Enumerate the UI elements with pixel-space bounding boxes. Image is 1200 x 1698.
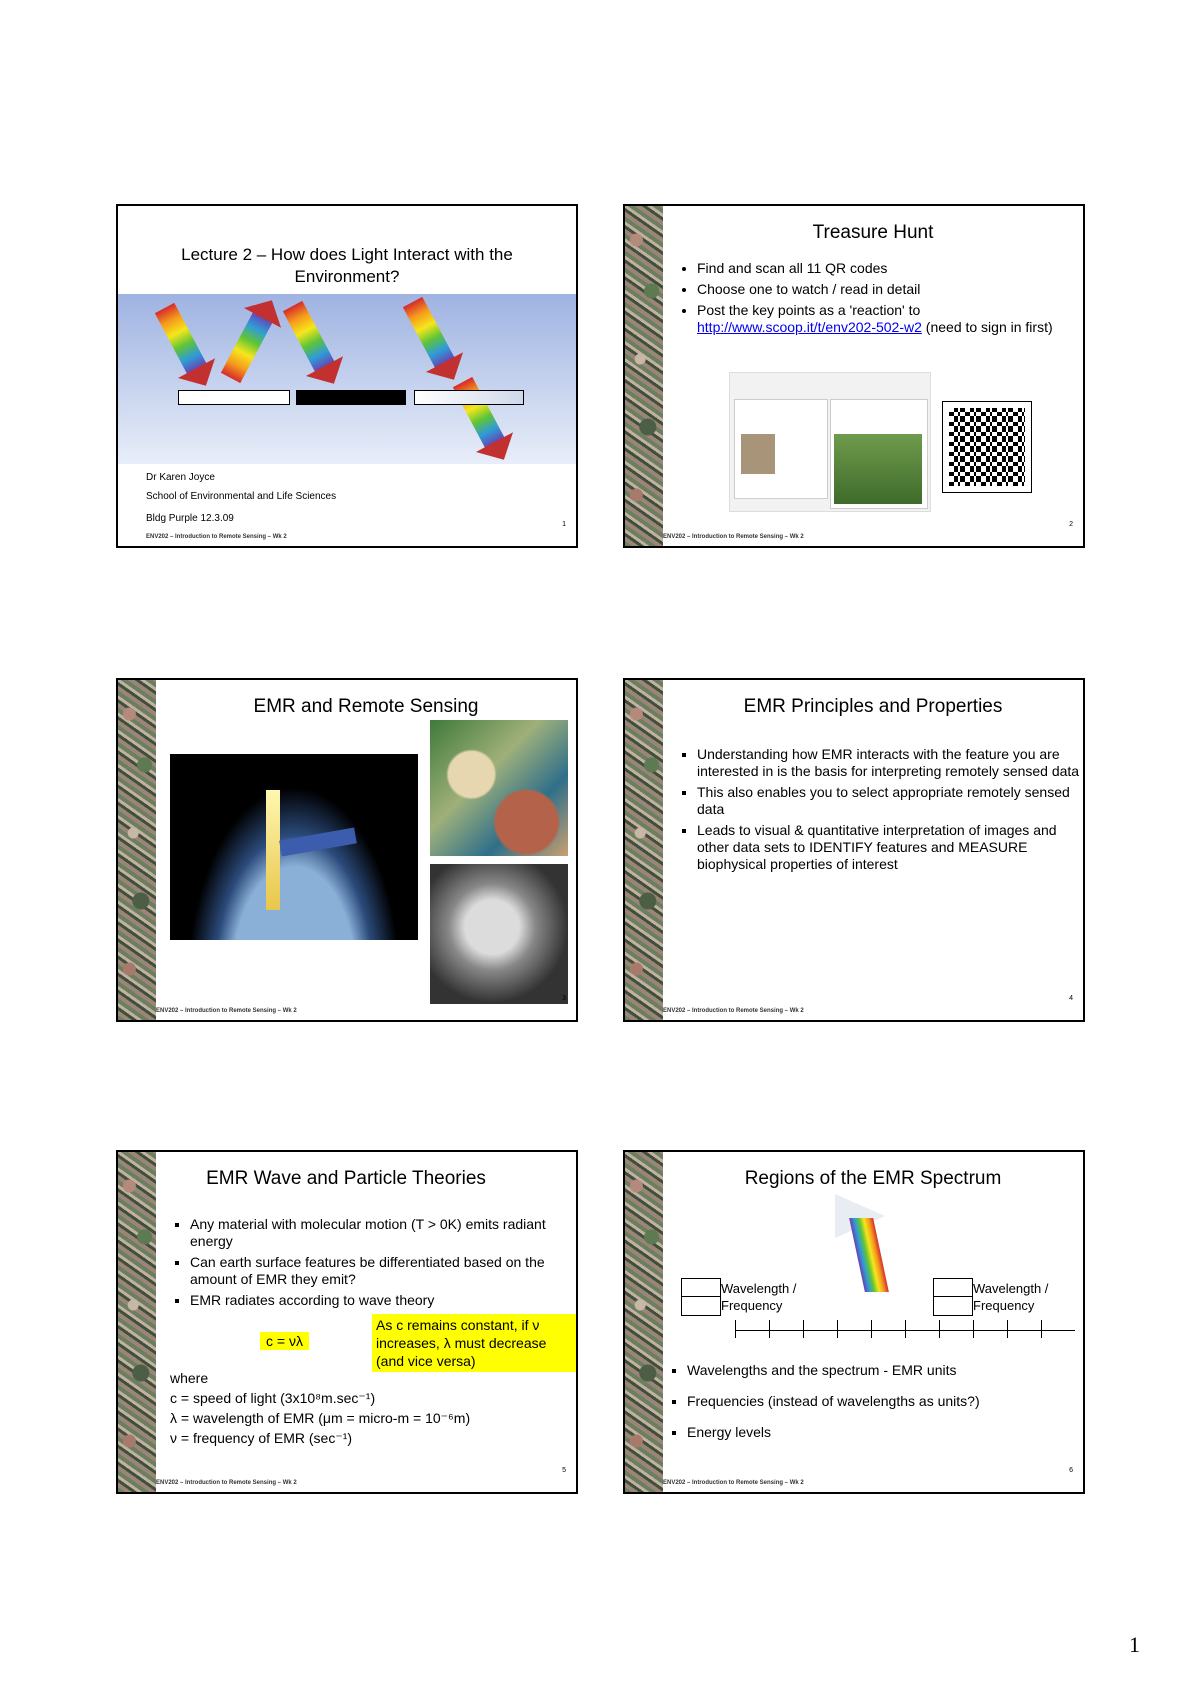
slide-number: 2 [1069, 521, 1073, 528]
left-label-box [681, 1278, 721, 1316]
qr-code [943, 402, 1031, 492]
slide-footer: ENV202 – Introduction to Remote Sensing – Wk 2 [663, 1008, 804, 1014]
slide-footer: ENV202 – Introduction to Remote Sensing – Wk 2 [156, 1008, 297, 1014]
scoopit-screenshot [729, 372, 931, 512]
page-number: 1 [1129, 1632, 1140, 1657]
room-location: Bldg Purple 12.3.09 [146, 513, 234, 524]
scoop-link[interactable]: http://www.scoop.it/t/env202-502-w2 [697, 319, 922, 335]
side-image-strip [625, 680, 663, 1020]
grey-surface [414, 390, 524, 405]
incident-arrow-1 [155, 303, 207, 375]
right-axis-label: Wavelength / Frequency [973, 1281, 1049, 1313]
emr-theory-list [172, 1216, 575, 1313]
list-item: ▪ Leads to visual & quantitative interpretation of images and other data sets to IDENTIFY features and MEASURE biophysical properties of interest [697, 822, 1082, 873]
list-item: ▪ This also enables you to select appropriate remotely sensed data [697, 784, 1082, 818]
author-name: Dr Karen Joyce [146, 472, 215, 483]
formula-note: As c remains constant, if ν increases, λ must decrease (and vice versa) [372, 1314, 576, 1372]
wave-formula: c = νλ [260, 1332, 309, 1350]
satellite-illustration [170, 754, 418, 940]
slide-number: 4 [1069, 995, 1073, 1002]
reflected-arrow [221, 311, 273, 383]
slide-footer: ENV202 – Introduction to Remote Sensing – Wk 2 [156, 1480, 297, 1486]
list-item: ▪ Any material with molecular motion (T > 0K) emits radiant energy [190, 1216, 575, 1250]
slide-4-title: EMR Principles and Properties [743, 696, 1003, 717]
slide-1-title: Lecture 2 – How does Light Interact with the Environment? [181, 245, 513, 286]
definition-lambda: λ = wavelength of EMR (μm = micro-m = 10⁻⁶m) [170, 1410, 471, 1426]
slide-6-title: Regions of the EMR Spectrum [744, 1168, 1002, 1189]
slide-footer: ENV202 – Introduction to Remote Sensing – Wk 2 [663, 1480, 804, 1486]
coastal-satellite-image [430, 720, 568, 856]
greyscale-satellite-image [430, 864, 568, 1004]
slide-3-title: EMR and Remote Sensing [253, 696, 479, 717]
emr-spectrum-diagram [675, 1186, 1077, 1336]
list-item: • Find and scan all 11 QR codes [697, 260, 1085, 277]
list-item: • Choose one to watch / read in detail [697, 281, 1085, 298]
side-image-strip [118, 1152, 156, 1492]
side-image-strip [625, 206, 663, 546]
slide-3 [116, 678, 578, 1022]
slide-2 [623, 204, 1085, 548]
right-label-box [933, 1278, 973, 1316]
spectrum-topics-list [669, 1362, 1077, 1445]
incident-arrow-2 [283, 301, 335, 373]
axis-ticks [735, 1320, 1075, 1338]
slide-2-title: Treasure Hunt [812, 222, 934, 243]
slide-1 [116, 204, 578, 548]
list-item: ▪ Understanding how EMR interacts with the feature you are interested in is the basis for interpreting remotely sensed data [697, 746, 1082, 780]
slide-footer: ENV202 – Introduction to Remote Sensing – Wk 2 [663, 534, 804, 540]
emr-principles-list [679, 746, 1082, 877]
school-name: School of Environmental and Life Sciences [146, 491, 337, 502]
side-image-strip [625, 1152, 663, 1492]
list-item: ▪ Frequencies (instead of wavelengths as units?) [687, 1393, 1077, 1410]
slide-number: 3 [562, 995, 566, 1002]
side-image-strip [118, 680, 156, 1020]
slide-footer: ENV202 – Introduction to Remote Sensing – Wk 2 [146, 534, 287, 540]
slide-5-title: EMR Wave and Particle Theories [206, 1168, 486, 1189]
reaction-text: Post the key points as a 'reaction' to [697, 302, 921, 318]
list-item: ▪ Can earth surface features be differentiated based on the amount of EMR they emit? [190, 1254, 575, 1288]
transmitted-arrow [453, 377, 505, 449]
slide-4 [623, 678, 1085, 1022]
where-label: where [170, 1370, 209, 1386]
slide-number: 5 [562, 1467, 566, 1474]
slide-6 [623, 1150, 1085, 1494]
slide-5 [116, 1150, 578, 1494]
light-interaction-diagram [118, 294, 576, 464]
slide-number: 6 [1069, 1467, 1073, 1474]
list-item: ▪ Energy levels [687, 1424, 1077, 1441]
sign-in-note: (need to sign in first) [925, 319, 1053, 335]
incident-arrow-3 [403, 297, 455, 369]
treasure-hunt-list [679, 260, 1085, 340]
definition-nu: ν = frequency of EMR (sec⁻¹) [170, 1430, 353, 1446]
list-item [697, 302, 1085, 336]
left-axis-label: Wavelength / Frequency [721, 1281, 797, 1313]
white-surface [178, 390, 290, 405]
list-item: ▪ Wavelengths and the spectrum - EMR units [687, 1362, 1077, 1379]
slide-number: 1 [562, 521, 566, 528]
list-item: ▪ EMR radiates according to wave theory [190, 1292, 575, 1309]
definition-c: c = speed of light (3x10⁸m.sec⁻¹) [170, 1390, 376, 1406]
black-surface [296, 390, 406, 405]
